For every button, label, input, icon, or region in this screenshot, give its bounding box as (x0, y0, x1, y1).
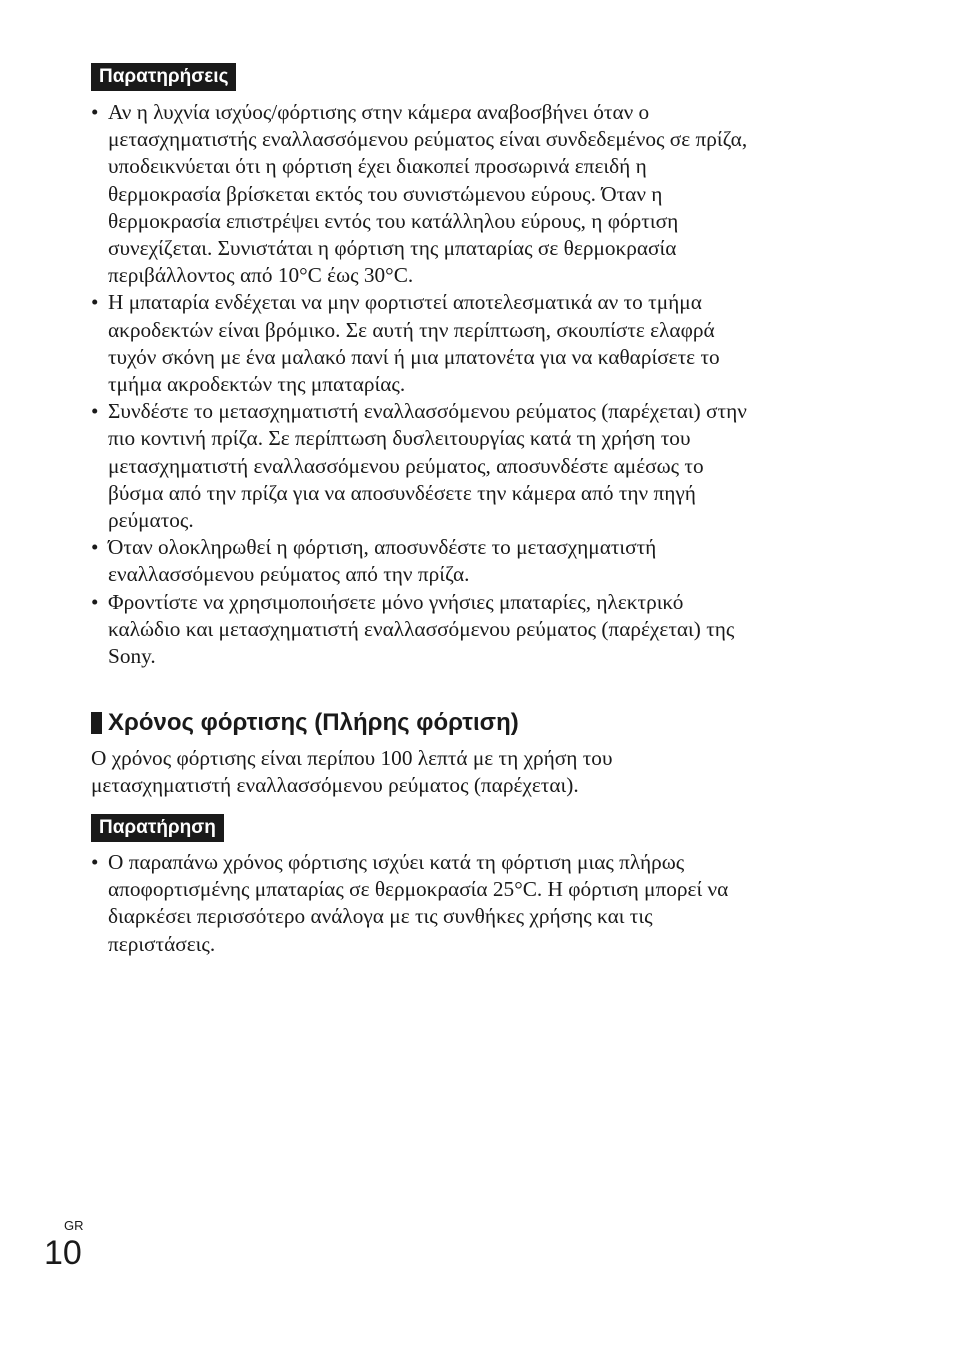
text-line: μετασχηματιστής εναλλασσόμενου ρεύματος είναι συνδεδεμένος σε πρίζα, (108, 127, 748, 152)
text-line: πιο κοντινή πρίζα. Σε περίπτωση δυσλειτουργίας κατά τη χρήση του (108, 426, 691, 451)
text-line: Φροντίστε να χρησιμοποιήσετε μόνο γνήσιες μπαταρίες, ηλεκτρικό (108, 589, 684, 614)
text-line: βύσμα από την πρίζα για να αποσυνδέσετε την κάμερα από την πηγή (108, 480, 696, 505)
bullet-icon: • (91, 589, 99, 614)
text-line: περιβάλλοντος από 10°C έως 30°C. (108, 263, 414, 288)
text-line: μετασχηματιστή εναλλασσόμενου ρεύματος (παρέχεται). (91, 773, 579, 798)
note-list (91, 849, 851, 958)
list-item (91, 99, 851, 289)
page-language: GR (64, 1218, 84, 1233)
list-item (91, 849, 851, 958)
text-line: υποδεικνύεται ότι η φόρτιση έχει διακοπεί προσωρινά επειδή η (108, 154, 647, 179)
bullet-icon: • (91, 290, 99, 315)
notes-label: Παρατηρήσεις (91, 63, 236, 91)
section-paragraph (91, 745, 831, 799)
text-line: θερμοκρασία βρίσκεται εκτός του συνιστώμενου εύρους. Όταν η (108, 181, 663, 206)
text-line: συνεχίζεται. Συνιστάται η φόρτιση της μπαταρίας σε θερμοκρασία (108, 236, 677, 261)
list-item (91, 589, 851, 671)
text-line: εναλλασσόμενου ρεύματος από την πρίζα. (108, 562, 470, 587)
text-line: Αν η λυχνία ισχύος/φόρτισης στην κάμερα αναβοσβήνει όταν ο (108, 100, 650, 124)
text-line: ρεύματος. (108, 508, 194, 533)
note-label: Παρατήρηση (91, 814, 224, 842)
text-line: τμήμα ακροδεκτών της μπαταρίας. (108, 372, 406, 397)
list-item (91, 289, 851, 398)
text-line: Η μπαταρία ενδέχεται να μην φορτιστεί αποτελεσματικά αν το τμήμα (108, 290, 702, 315)
section-heading (91, 706, 519, 740)
heading-marker-icon (91, 712, 102, 734)
text-line: Συνδέστε το μετασχηματιστή εναλλασσόμενου ρεύματος (παρέχεται) στην (108, 399, 747, 424)
bullet-icon: • (91, 535, 99, 560)
page-number: 10 (44, 1234, 82, 1272)
bullet-icon: • (91, 399, 99, 424)
section-heading-text: Χρόνος φόρτισης (Πλήρης φόρτιση) (108, 709, 519, 736)
text-line: περιστάσεις. (108, 931, 216, 956)
text-line: θερμοκρασία επιστρέψει εντός του κατάλληλου εύρους, η φόρτιση (108, 208, 679, 233)
text-line: Ο χρόνος φόρτισης είναι περίπου 100 λεπτά με τη χρήση του (91, 746, 613, 770)
bullet-icon: • (91, 100, 99, 124)
text-line: διαρκέσει περισσότερο ανάλογα με τις συνθήκες χρήσης και τις (108, 904, 653, 929)
text-line: αποφορτισμένης μπαταρίας σε θερμοκρασία 25°C. Η φόρτιση μπορεί να (108, 877, 729, 902)
text-line: μετασχηματιστή εναλλασσόμενου ρεύματος, αποσυνδέστε αμέσως το (108, 453, 704, 478)
list-item (91, 534, 851, 588)
bullet-icon: • (91, 850, 99, 874)
list-item (91, 398, 851, 534)
text-line: Sony. (108, 644, 156, 669)
text-line: Όταν ολοκληρωθεί η φόρτιση, αποσυνδέστε το μετασχηματιστή (108, 535, 657, 560)
text-line: τυχόν σκόνη με ένα μαλακό πανί ή μια μπατονέτα για να καθαρίσετε το (108, 344, 720, 369)
notes-list (91, 99, 851, 670)
text-line: καλώδιο και μετασχηματιστή εναλλασσόμενου ρεύματος (παρέχεται) της (108, 616, 735, 641)
text-line: Ο παραπάνω χρόνος φόρτισης ισχύει κατά τη φόρτιση μιας πλήρως (108, 850, 685, 874)
text-line: ακροδεκτών είναι βρόμικο. Σε αυτή την περίπτωση, σκουπίστε ελαφρά (108, 317, 715, 342)
